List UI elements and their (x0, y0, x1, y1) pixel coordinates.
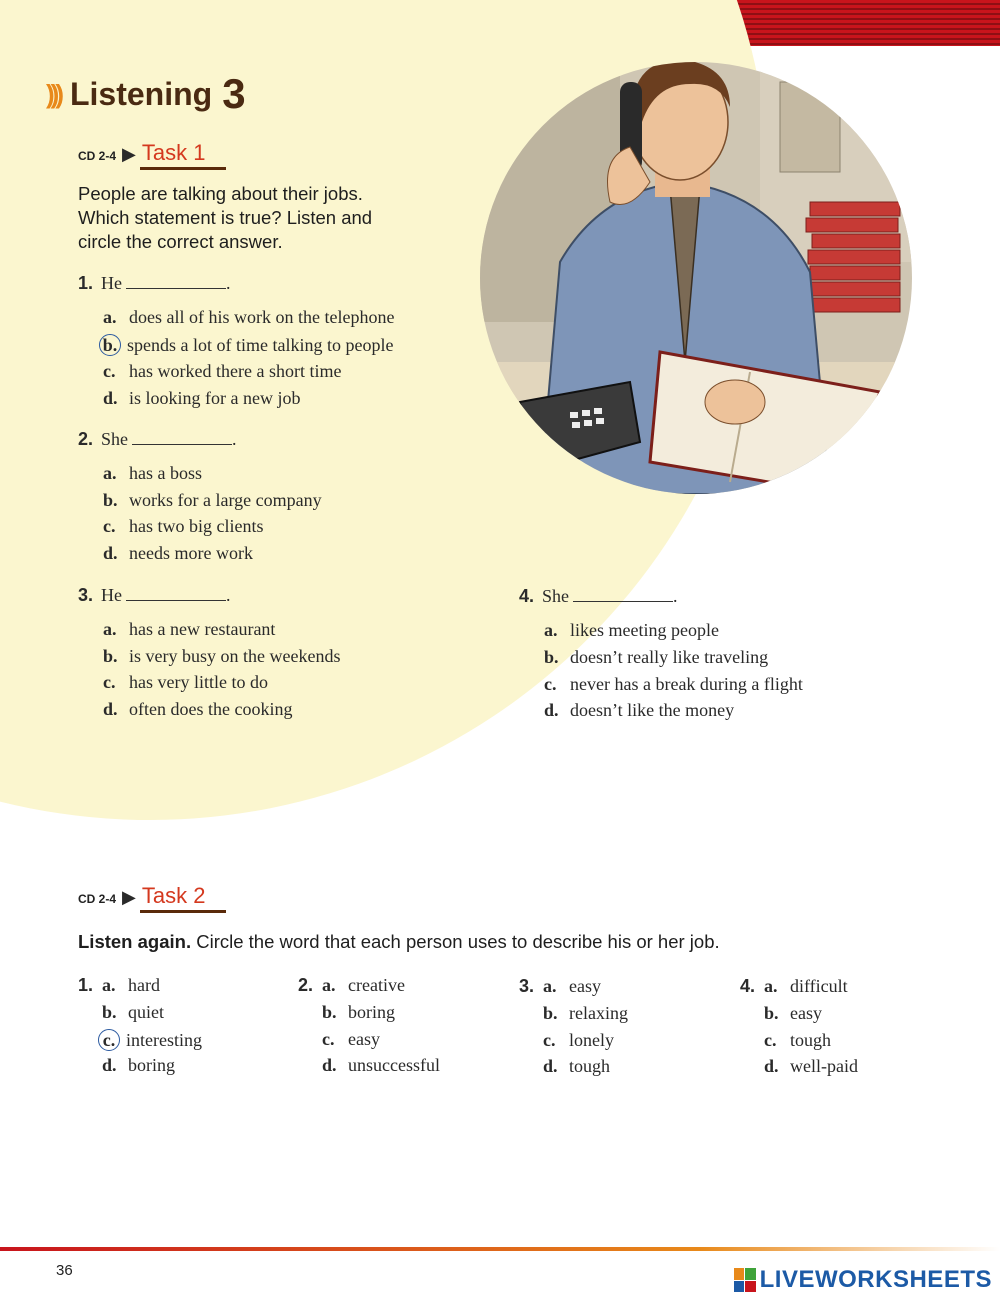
play-triangle-icon: ▶ (122, 887, 136, 907)
t2-g1-option-b[interactable]: b. quiet (102, 1002, 164, 1022)
answer-blank[interactable] (132, 430, 232, 445)
question-1: 1. He . (78, 273, 231, 293)
section-title (46, 70, 246, 118)
task2-instruction: Listen again. Circle the word that each person uses to describe his or her job. (78, 931, 720, 952)
cd-track-label: CD 2-4 (78, 892, 117, 906)
q4-option-d[interactable]: d. doesn’t like the money (544, 700, 735, 720)
play-triangle-icon: ▶ (122, 144, 136, 164)
liveworksheets-brand[interactable] (734, 1266, 992, 1294)
t2-g2-option-c[interactable]: c. easy (322, 1029, 380, 1049)
task1-instruction: People are talking about their jobs. Which statement is true? Listen and circle the correct answer. (78, 183, 373, 252)
footer-rule (0, 1247, 1000, 1251)
q2-option-d[interactable]: d. needs more work (103, 543, 253, 563)
task2-title: Task 2 (141, 883, 206, 908)
t2-g2-option-b[interactable]: b. boring (322, 1002, 395, 1022)
answer-blank[interactable] (126, 586, 226, 601)
t2-g4-option-b[interactable]: b. easy (764, 1003, 822, 1023)
t2-g2-option-d[interactable]: d. unsuccessful (322, 1055, 440, 1075)
task1-title: Task 1 (141, 140, 206, 165)
q3-option-a[interactable]: a. has a new restaurant (103, 619, 276, 639)
q4-option-a[interactable]: a. likes meeting people (544, 620, 719, 640)
section-title-word: Listening (69, 75, 213, 112)
office-worker-illustration (480, 62, 912, 494)
office-worker-svg (480, 62, 912, 494)
question-4: 4. She . (519, 586, 678, 606)
circled-answer-marker: c. (98, 1029, 120, 1051)
t2-g1-option-a[interactable]: 1. a. hard (78, 975, 160, 995)
t2-g3-option-a[interactable]: 3. a. easy (519, 976, 601, 996)
q1-option-a[interactable]: a. does all of his work on the telephone (103, 307, 395, 327)
answer-blank[interactable] (126, 274, 226, 289)
q2-option-c[interactable]: c. has two big clients (103, 516, 264, 536)
section-title-number: 3 (222, 70, 246, 117)
q4-option-c[interactable]: c. never has a break during a flight (544, 674, 803, 694)
q1-option-c[interactable]: c. has worked there a short time (103, 361, 342, 381)
t2-g1-option-c[interactable]: c. interesting (102, 1029, 202, 1051)
t2-g3-option-d[interactable]: d. tough (543, 1056, 611, 1076)
q2-option-b[interactable]: b. works for a large company (103, 490, 322, 510)
sound-waves-icon: ))) (46, 78, 60, 109)
q3-option-d[interactable]: d. often does the cooking (103, 699, 293, 719)
task2-header (78, 883, 205, 909)
brand-name: LIVEWORKSHEETS (759, 1266, 992, 1293)
q1-option-d[interactable]: d. is looking for a new job (103, 388, 301, 408)
t2-g4-option-c[interactable]: c. tough (764, 1030, 832, 1050)
q4-option-b[interactable]: b. doesn’t really like traveling (544, 647, 769, 667)
question-3: 3. He . (78, 585, 231, 605)
liveworksheets-logo-icon (734, 1268, 756, 1292)
task1-underline (140, 167, 226, 170)
task2-underline (140, 910, 226, 913)
t2-g4-option-a[interactable]: 4. a. difficult (740, 976, 848, 996)
task1-header (78, 140, 205, 166)
t2-g3-option-b[interactable]: b. relaxing (543, 1003, 628, 1023)
q3-option-c[interactable]: c. has very little to do (103, 672, 268, 692)
t2-g2-option-a[interactable]: 2. a. creative (298, 975, 405, 995)
cd-track-label: CD 2-4 (78, 149, 117, 163)
t2-g3-option-c[interactable]: c. lonely (543, 1030, 614, 1050)
q1-option-b[interactable]: b. spends a lot of time talking to people (103, 334, 393, 356)
q3-option-b[interactable]: b. is very busy on the weekends (103, 646, 341, 666)
t2-g1-option-d[interactable]: d. boring (102, 1055, 175, 1075)
page-number: 36 (56, 1262, 73, 1279)
answer-blank[interactable] (573, 587, 673, 602)
question-2: 2. She . (78, 429, 237, 449)
q2-option-a[interactable]: a. has a boss (103, 463, 202, 483)
circled-answer-marker: b. (99, 334, 121, 356)
t2-g4-option-d[interactable]: d. well-paid (764, 1056, 858, 1076)
